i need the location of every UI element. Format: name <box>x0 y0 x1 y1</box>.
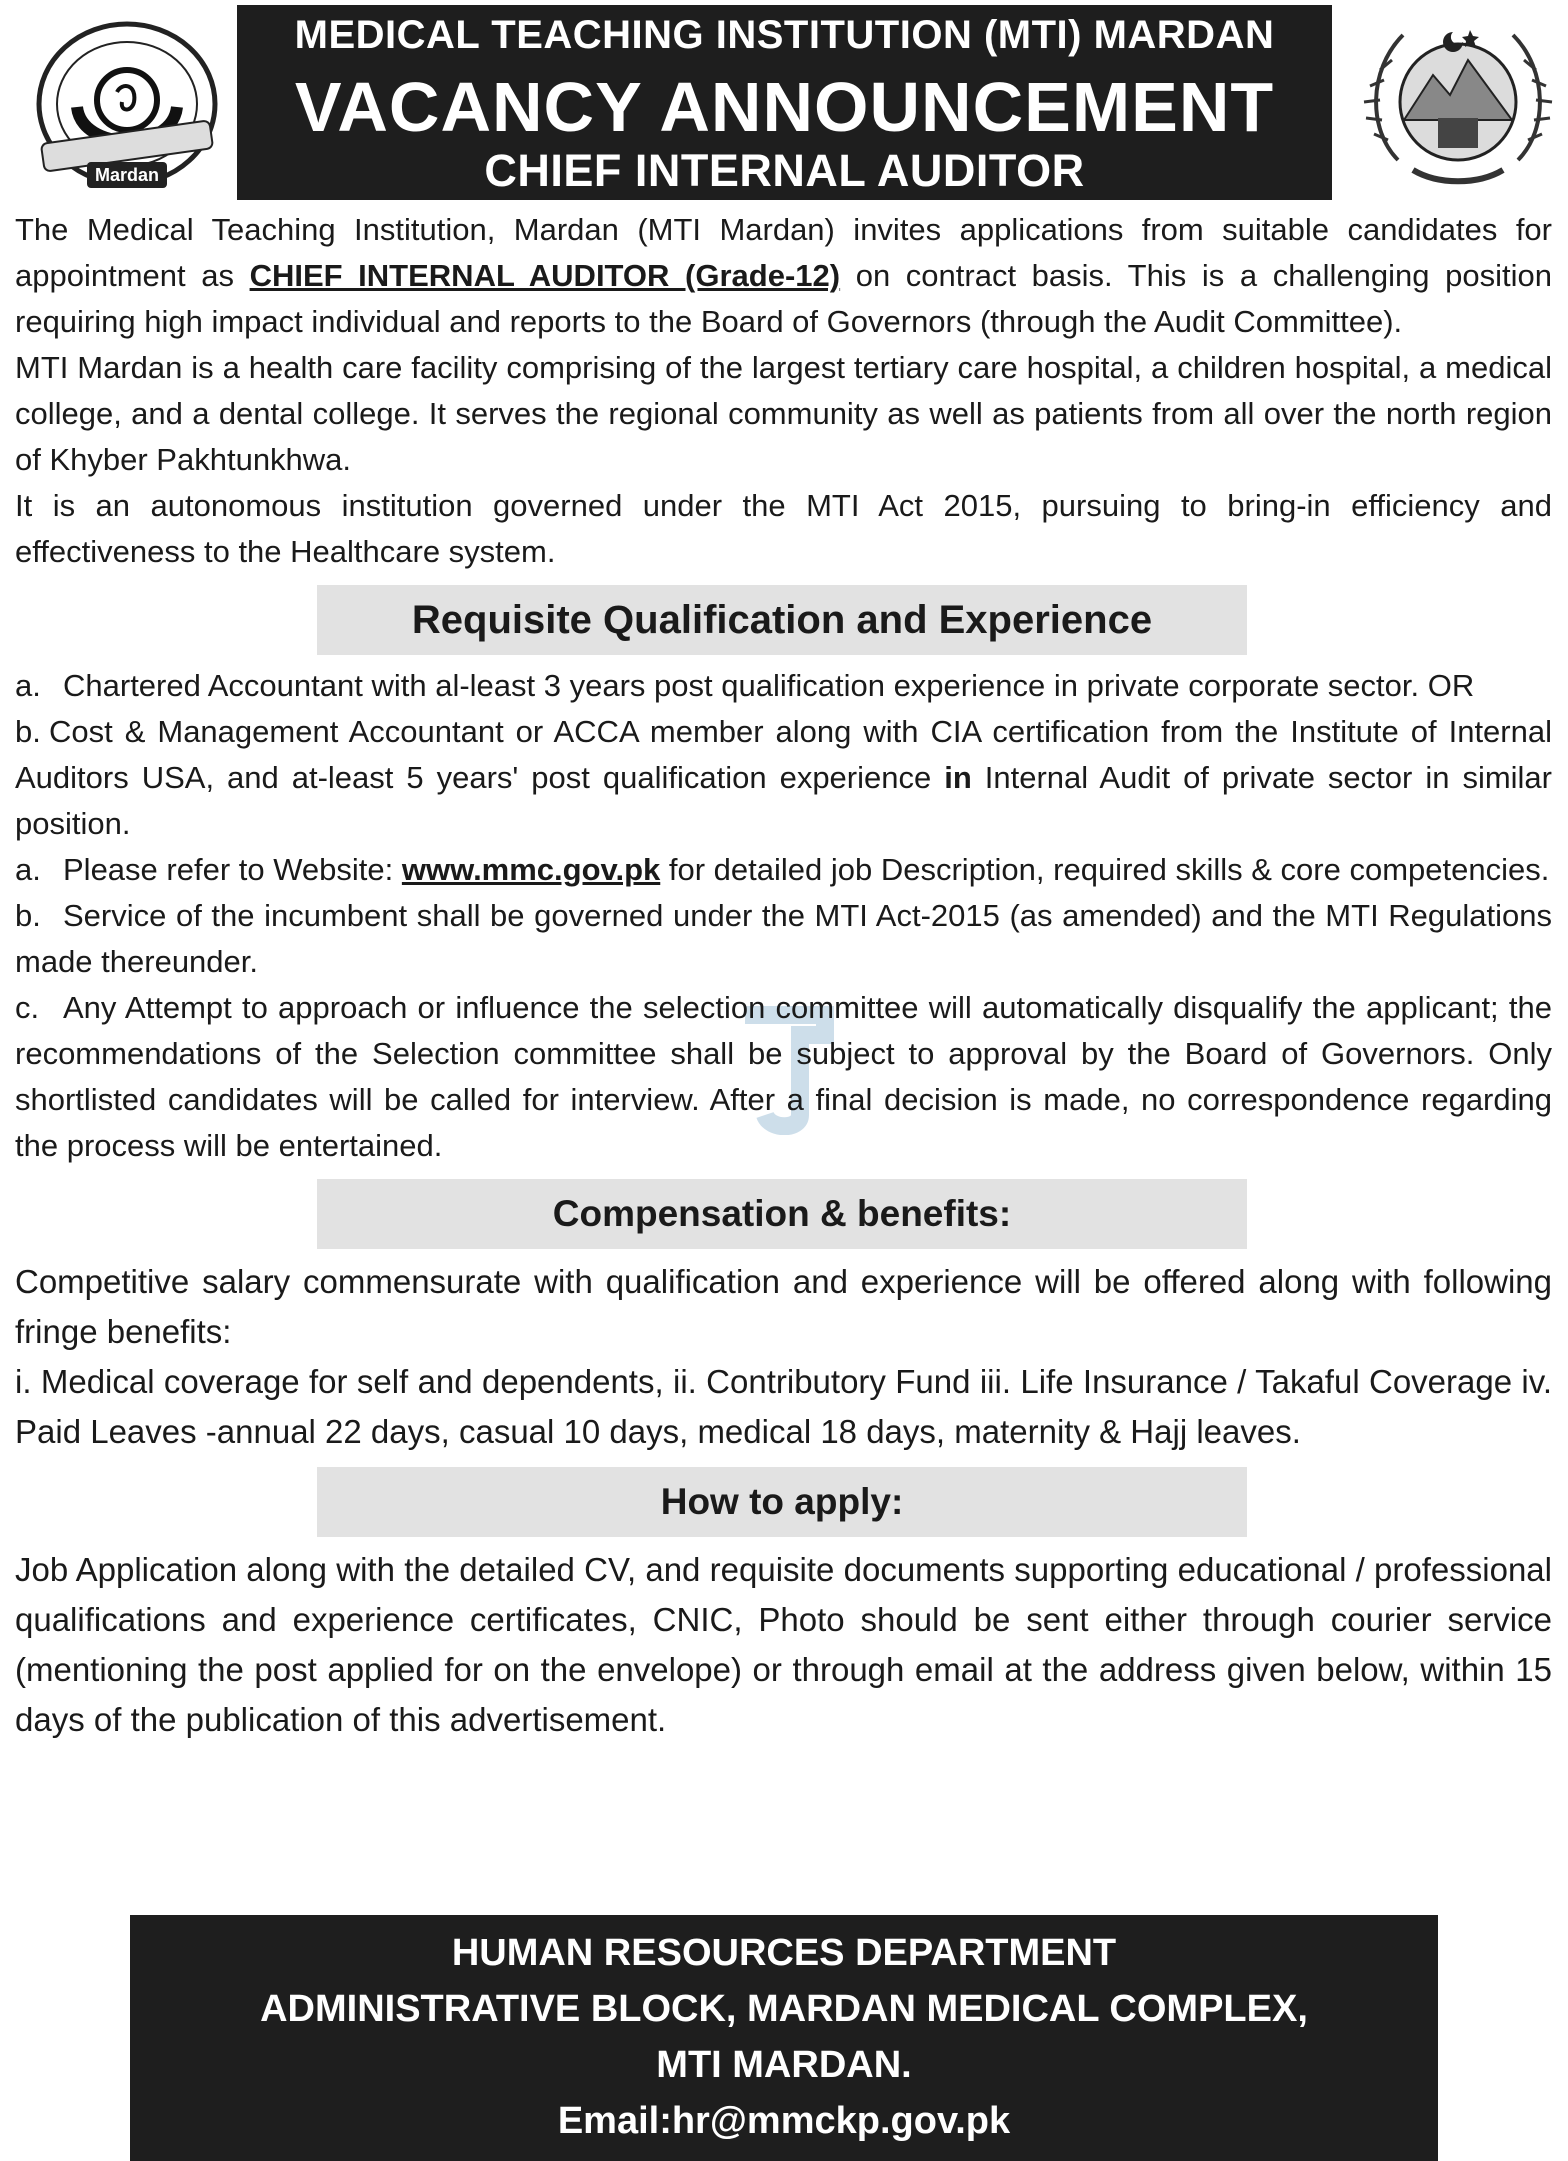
list-marker: c. <box>15 990 40 1025</box>
institution-governance: It is an autonomous institution governed under the MTI Act 2015, pursuing to bring-in efficiency and effectiveness to the Healthcare system. <box>15 488 1552 569</box>
announcement-title: VACANCY ANNOUNCEMENT <box>294 68 1275 146</box>
kpk-government-emblem-icon <box>1358 10 1558 195</box>
list-marker: a. <box>15 668 41 703</box>
position-title: CHIEF INTERNAL AUDITOR <box>484 145 1085 196</box>
contact-email[interactable]: Email:hr@mmckp.gov.pk <box>557 2100 1011 2142</box>
intro-text-a: The Medical Teaching Institution, Mardan (MTI Mardan) invites applications from suitable candidates for appointment as <box>15 212 1552 293</box>
list-item-text: for detailed job Description, required skills & core competencies. <box>660 852 1550 887</box>
compensation-intro: Competitive salary commensurate with qualification and experience will be offered along with following fringe benefits: <box>15 1263 1552 1350</box>
header <box>0 0 1568 205</box>
contact-banner <box>130 1915 1438 2161</box>
list-marker: b. <box>15 898 41 933</box>
list-item <box>15 663 1552 709</box>
list-item-text: Please refer to Website: <box>63 852 402 887</box>
apply-instructions: Job Application along with the detailed CV, and requisite documents supporting educational / professional qualifications and experience certificates, CNIC, Photo should be sent either through courier service (mentioning the post applied for on the envelope) or through email at the address given below, within 15 days of the publication of this advertisement. <box>15 1551 1552 1738</box>
list-item-text: Service of the incumbent shall be governed under the MTI Act-2015 (as amended) and the MTI Regulations made thereunder. <box>15 898 1552 979</box>
intro-text-b: on contract basis. This is a challenging position requiring high impact individual and reports to the Board of Governors (through the Audit Committee). <box>15 258 1552 339</box>
mti-mardan-logo-icon <box>22 12 232 202</box>
department-name: HUMAN RESOURCES DEPARTMENT <box>451 1932 1117 1974</box>
post-title-underlined: CHIEF INTERNAL AUDITOR (Grade-12) <box>249 258 841 293</box>
list-item <box>15 847 1552 893</box>
list-item-bold: in <box>944 760 972 795</box>
list-item-text: Chartered Accountant with al-least 3 years post qualification experience in private corporate sector. OR <box>63 668 1475 703</box>
list-item <box>15 709 1552 847</box>
city-line: MTI MARDAN. <box>656 2044 912 2086</box>
institution-description: MTI Mardan is a health care facility comprising of the largest tertiary care hospital, a children hospital, a medical college, and a dental college. It serves the regional community as well as patients from all over the north region of Khyber Pakhtunkhwa. <box>15 350 1552 477</box>
list-item-text: Any Attempt to approach or influence the selection committee will automatically disqualify the applicant; the recommendations of the Selection committee shall be subject to approval by the Board of Governors. Only shortlisted candidates will be called for interview. After a final decision is made, no correspondence regarding the process will be entertained. <box>15 990 1552 1163</box>
list-item-text: Cost & Management Accountant or ACCA member along with CIA certification from the Institute of Internal Auditors USA, and at-least 5 years' post qualification experience <box>15 714 1552 795</box>
benefits-list: i. Medical coverage for self and dependents, ii. Contributory Fund iii. Life Insurance / Takaful Coverage iv. Paid Leaves -annual 22 days, casual 10 days, medical 18 days, maternity & Hajj leaves. <box>15 1363 1552 1450</box>
list-marker: b. <box>15 714 41 749</box>
compensation-heading: Compensation & benefits: <box>317 1179 1247 1249</box>
address-line: ADMINISTRATIVE BLOCK, MARDAN MEDICAL COMPLEX, <box>260 1988 1308 2030</box>
institution-name: MEDICAL TEACHING INSTITUTION (MTI) MARDAN <box>294 13 1275 57</box>
intro-paragraph <box>15 207 1552 345</box>
list-item <box>15 985 1552 1169</box>
left-logo-label: Mardan <box>94 165 160 185</box>
list-marker: a. <box>15 852 41 887</box>
qualification-heading: Requisite Qualification and Experience <box>317 585 1247 655</box>
list-item-text: Internal Audit of private sector in similar position. <box>15 760 1552 841</box>
apply-heading: How to apply: <box>317 1467 1247 1537</box>
list-item <box>15 893 1552 985</box>
title-banner <box>237 5 1332 200</box>
announcement-body <box>15 207 1552 1745</box>
website-link[interactable]: www.mmc.gov.pk <box>401 852 661 887</box>
